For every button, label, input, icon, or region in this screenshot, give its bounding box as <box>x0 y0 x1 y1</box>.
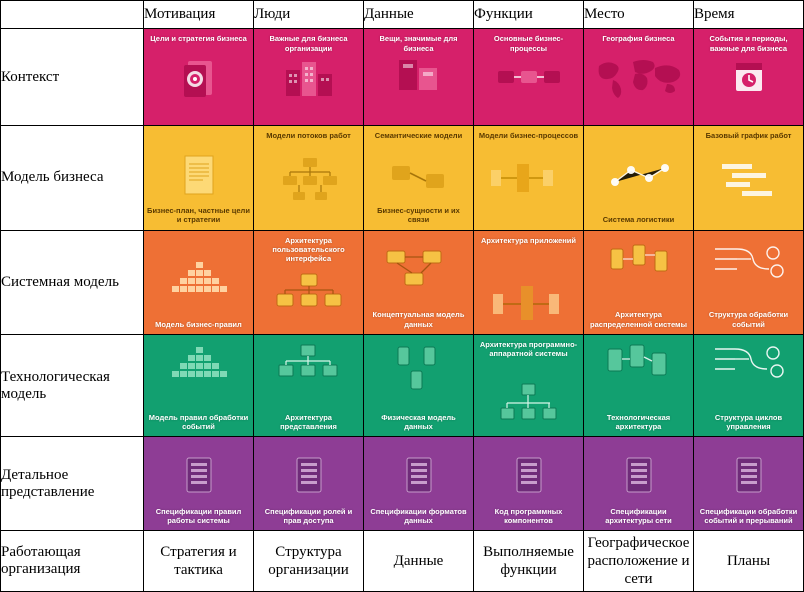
cell-caption: События и периоды, важные для бизнеса <box>709 34 788 53</box>
app-architecture-icon <box>474 231 583 334</box>
cell-caption: География бизнеса <box>602 34 675 44</box>
cell-business-people[interactable] <box>254 126 364 230</box>
cell-caption: Физическая модель данных <box>381 412 456 432</box>
cell-caption: Бизнес-план, частные цели и стратегии <box>147 205 250 225</box>
cell-caption: Архитектура распределенной системы <box>590 310 687 329</box>
cell-caption: Технологическая архитектура <box>606 412 671 432</box>
cell-caption: Архитектура представления <box>280 412 337 432</box>
row-header-technology-model: Технологическая модель <box>1 335 144 437</box>
summary-cell-time: Планы <box>694 531 804 592</box>
cell-caption: Бизнес-сущности и их связи <box>377 205 460 225</box>
cell-system-functions[interactable] <box>474 230 584 334</box>
cell-business-functions[interactable] <box>474 126 584 230</box>
cell-caption-top: Семантические модели <box>374 131 463 141</box>
cell-caption: Архитектура программно-аппаратной системы <box>479 340 578 359</box>
summary-cell-place: Географическое расположение и сети <box>584 531 694 592</box>
cell-business-time[interactable] <box>694 126 804 230</box>
cell-technology-data[interactable] <box>364 335 474 437</box>
cell-technology-time[interactable] <box>694 335 804 437</box>
row-header-system-model: Системная модель <box>1 230 144 334</box>
row-header-detailed-representation: Детальное представление <box>1 437 144 531</box>
row-header-context: Контекст <box>1 29 144 126</box>
cell-detail-data[interactable] <box>364 437 474 531</box>
cell-caption: Важные для бизнеса организации <box>269 34 348 53</box>
cell-caption: Архитектура приложений <box>480 235 577 245</box>
row-header-working-organization: Работающая организация <box>1 531 144 592</box>
gantt-chart-icon <box>694 126 803 229</box>
cell-business-data[interactable] <box>364 126 474 230</box>
summary-cell-people: Структура организации <box>254 531 364 592</box>
matrix-row-technology-model <box>1 335 804 437</box>
cell-caption: Модели бизнес-процессов <box>478 131 579 141</box>
cell-business-motivation[interactable] <box>144 126 254 230</box>
cell-caption: Спецификации форматов данных <box>370 506 467 526</box>
row-header-business-model: Модель бизнеса <box>1 126 144 230</box>
cell-system-time[interactable] <box>694 230 804 334</box>
cell-context-data[interactable] <box>364 29 474 126</box>
matrix-row-context <box>1 29 804 126</box>
column-header-motivation: Мотивация <box>144 1 254 29</box>
cell-context-motivation[interactable] <box>144 29 254 126</box>
workflow-tree-icon <box>254 126 363 229</box>
matrix-corner-cell <box>1 1 144 29</box>
cell-system-motivation[interactable] <box>144 230 254 334</box>
cell-caption: Код программных компонентов <box>494 506 563 526</box>
matrix-row-detailed-representation <box>1 437 804 531</box>
cell-caption: Концептуальная модель данных <box>372 310 465 329</box>
column-header-people: Люди <box>254 1 364 29</box>
summary-cell-motivation: Стратегия и тактика <box>144 531 254 592</box>
cell-technology-place[interactable] <box>584 335 694 437</box>
cell-caption: Архитектура пользовательского интерфейса <box>272 235 345 264</box>
cell-detail-time[interactable] <box>694 437 804 531</box>
cell-context-time[interactable] <box>694 29 804 126</box>
cell-caption: Модель бизнес-правил <box>155 319 242 329</box>
cell-technology-functions[interactable] <box>474 335 584 437</box>
process-chain-icon <box>474 126 583 229</box>
summary-cell-data: Данные <box>364 531 474 592</box>
cell-system-place[interactable] <box>584 230 694 334</box>
cell-context-functions[interactable] <box>474 29 584 126</box>
cell-technology-motivation[interactable] <box>144 335 254 437</box>
cell-caption: Базовый график работ <box>705 131 792 141</box>
cell-technology-people[interactable] <box>254 335 364 437</box>
column-header-place: Место <box>584 1 694 29</box>
cell-caption: Основные бизнес-процессы <box>493 34 564 53</box>
cell-caption: Система логистики <box>602 215 675 225</box>
header-row <box>1 1 804 29</box>
cell-caption: Структура обработки событий <box>708 310 789 329</box>
cell-caption: Структура циклов управления <box>714 412 783 432</box>
cell-context-place[interactable] <box>584 29 694 126</box>
cell-detail-motivation[interactable] <box>144 437 254 531</box>
cell-business-place[interactable] <box>584 126 694 230</box>
cell-system-data[interactable] <box>364 230 474 334</box>
cell-caption: Вещи, значимые для бизнеса <box>379 34 458 53</box>
logistics-nodes-icon <box>584 126 693 229</box>
document-target-icon <box>144 29 253 125</box>
cell-system-people[interactable] <box>254 230 364 334</box>
matrix-row-business-model <box>1 126 804 230</box>
cell-caption: Спецификации ролей и прав доступа <box>264 506 353 526</box>
column-header-time: Время <box>694 1 804 29</box>
matrix-row-system-model <box>1 230 804 334</box>
cell-detail-functions[interactable] <box>474 437 584 531</box>
column-header-functions: Функции <box>474 1 584 29</box>
cell-context-people[interactable] <box>254 29 364 126</box>
column-header-data: Данные <box>364 1 474 29</box>
cell-caption: Спецификации архитектуры сети <box>605 506 672 526</box>
summary-cell-functions: Выполняемые функции <box>474 531 584 592</box>
cell-caption: Спецификации обработки событий и прерываний <box>699 506 798 526</box>
world-map-icon <box>584 29 693 125</box>
cell-caption: Модель правил обработки событий <box>148 412 249 432</box>
matrix-row-working-organization <box>1 531 804 592</box>
cell-caption: Спецификации правил работы системы <box>155 506 242 526</box>
rules-pyramid-icon <box>144 231 253 334</box>
cell-caption: Модели потоков работ <box>266 131 351 141</box>
cell-caption: Цели и стратегия бизнеса <box>150 34 247 44</box>
cell-detail-people[interactable] <box>254 437 364 531</box>
cell-detail-place[interactable] <box>584 437 694 531</box>
